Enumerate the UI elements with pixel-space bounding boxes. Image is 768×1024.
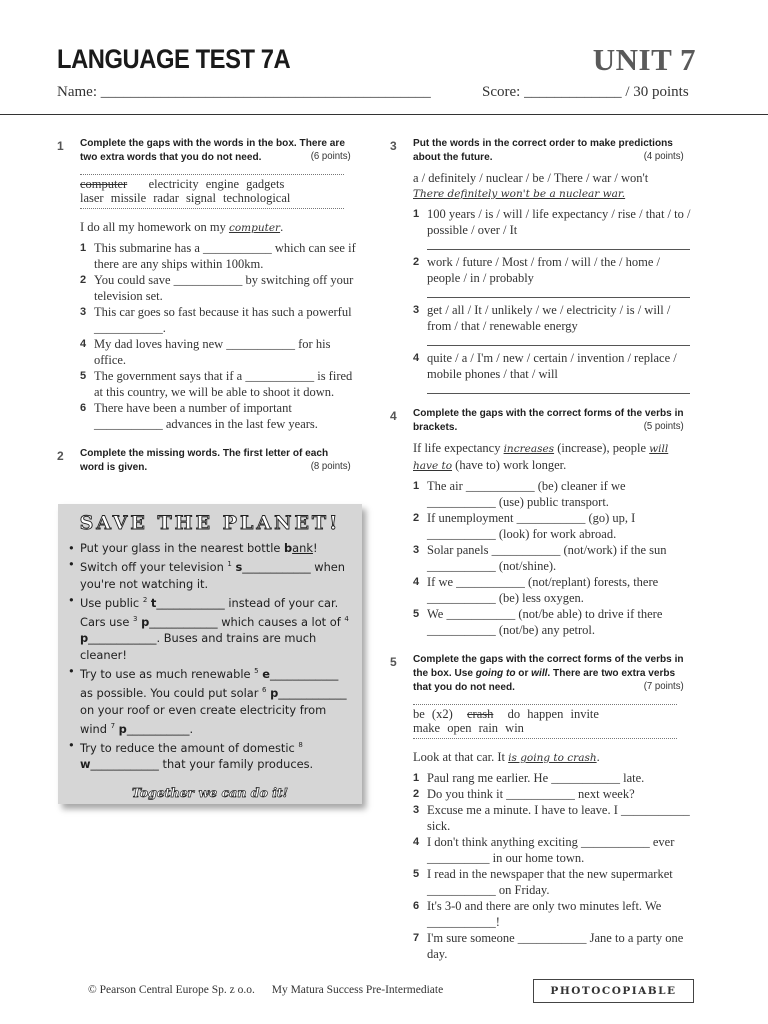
list-item: 5 I read in the newspaper that the new supermarket ___________ on Friday.	[413, 867, 673, 897]
photocopiable-badge: PHOTOCOPIABLE	[533, 979, 694, 1003]
answer-line	[427, 286, 690, 298]
example-sentence: I do all my homework on my computer.	[80, 220, 284, 234]
name-field: Name: ____________________________________________	[57, 84, 431, 100]
exercise-instruction: Complete the gaps with the correct forms of the verbs in brackets. (5 points)	[413, 407, 684, 433]
exercise-number: 3	[390, 139, 397, 153]
exercise-number: 1	[57, 139, 64, 153]
exercise-points: (6 points)	[310, 151, 351, 162]
list-item: 2 Do you think it ___________ next week?	[413, 787, 635, 801]
word-box: computer electricity engine gadgets laser missile radar signal technological	[80, 174, 344, 209]
bullet-item: • Try to use as much renewable $^5$ e____________ as possible. You could put solar $^6$ p____________ on your roof or even create electricity from wind $^7$ p___________.	[68, 663, 352, 737]
book-title: My Matura Success Pre-Intermediate	[271, 984, 444, 996]
bullet-item: • Use public $^2$ t____________ instead of your car. Cars use $^3$ p____________ which causes a lot of $^4$ p____________. Buses and trains are much cleaner!	[68, 592, 352, 663]
example-answer: is going to crash	[508, 752, 597, 764]
unit-label: UNIT 7	[592, 42, 696, 77]
list-item: 1 This submarine has a ___________ which can see if there are any ships within 100km.	[80, 241, 356, 271]
bullet-item: • Try to reduce the amount of domestic $^8$ w____________ that your family produces.	[68, 737, 352, 773]
exercise-points: (7 points)	[643, 681, 684, 692]
example-sentence: Look at that car. It is going to crash.	[413, 750, 600, 764]
list-item: 2 work / future / Most / from / will / the / home / people / in / probably	[413, 254, 695, 298]
list-item: 3 This car goes so fast because it has such a powerful ___________.	[80, 305, 352, 335]
bullet-item: • Switch off your television $^1$ s____________ when you're not watching it.	[68, 556, 352, 592]
list-item: 4 quite / a / I'm / new / certain / invention / replace / mobile phones / that / will	[413, 350, 695, 394]
exercise-instruction: Put the words in the correct order to make predictions about the future. (4 points)	[413, 137, 684, 163]
list-item: 4 My dad loves having new ___________ for his office.	[80, 337, 331, 367]
save-the-planet-panel	[58, 504, 362, 804]
panel-footer: Together we can do it!	[131, 784, 289, 800]
page-footer	[88, 984, 457, 996]
list-item: 2 If unemployment ___________ (go) up, I ___________ (look) for work abroad.	[413, 511, 636, 541]
item-list	[413, 478, 695, 638]
list-item: 2 You could save ___________ by switching off your television set.	[80, 273, 354, 303]
exercise-instruction: Complete the missing words. The first letter of each word is given. (8 points)	[80, 447, 351, 473]
left-column	[57, 136, 362, 486]
item-list	[80, 240, 362, 432]
panel-title: SAVE THE PLANET!	[79, 512, 341, 534]
exercise-5	[390, 652, 695, 962]
list-item: 1 Paul rang me earlier. He ___________ late.	[413, 771, 645, 785]
exercise-3	[390, 136, 695, 394]
exercise-number: 5	[390, 655, 397, 669]
test-title: LANGUAGE TEST 7A	[57, 44, 291, 74]
example-answer: computer	[228, 222, 281, 234]
list-item: 6 It's 3-0 and there are only two minutes left. We ___________!	[413, 899, 662, 929]
list-item: 6 There have been a number of important ___________ advances in the last few years.	[80, 401, 318, 431]
answer-line	[427, 238, 690, 250]
list-item: 5 The government says that if a ___________ is fired at this country, we will be able to shoot it down.	[80, 369, 353, 399]
list-item: 7 I'm sure someone ___________ Jane to a party one day.	[413, 931, 684, 961]
list-item: 3 Excuse me a minute. I have to leave. I ___________ sick.	[413, 803, 690, 833]
answer-line	[427, 382, 690, 394]
example-sentence: If life expectancy increases (increase), people will have to (have to) work longer.	[413, 441, 669, 472]
exercise-points: (5 points)	[643, 421, 684, 432]
example-answer: There definitely won't be a nuclear war.	[413, 188, 626, 200]
list-item: 3 Solar panels ___________ (not/work) if the sun ___________ (not/shine).	[413, 543, 667, 573]
header-divider	[0, 114, 768, 115]
exercise-points: (4 points)	[643, 151, 684, 162]
exercise-2	[57, 446, 362, 474]
list-item: 1 The air ___________ (be) cleaner if we ___________ (use) public transport.	[413, 479, 626, 509]
crossed-word: crash	[467, 707, 494, 721]
score-field: Score: _____________ / 30 points	[482, 84, 689, 100]
exercise-points: (8 points)	[310, 461, 351, 472]
word-box: be (x2) crash do happen invite make open rain win	[413, 704, 677, 739]
answer-line	[427, 334, 690, 346]
exercise-instruction: Complete the gaps with the words in the box. There are two extra words that you do not need. (6 points)	[80, 137, 351, 163]
exercise-number: 2	[57, 449, 64, 463]
list-item: 4 If we ___________ (not/replant) forests, there ___________ (be) less oxygen.	[413, 575, 659, 605]
example-prompt: a / definitely / nuclear / be / There / war / won't	[413, 171, 649, 185]
exercise-number: 4	[390, 409, 397, 423]
exercise-1	[57, 136, 362, 432]
right-column	[390, 136, 695, 974]
list-item: 1 100 years / is / will / life expectancy / rise / that / to / possible / over / It	[413, 206, 695, 250]
exercise-instruction: Complete the gaps with the correct forms of the verbs in the box. Use going to or will. There are two extra verbs that you do not need. (7 points)	[413, 653, 684, 693]
item-list	[413, 206, 695, 394]
exercise-4	[390, 406, 695, 638]
copyright-text: © Pearson Central Europe Sp. z o.o.	[88, 984, 255, 996]
item-list	[413, 770, 695, 962]
bullet-item: • Put your glass in the nearest bottle bank!	[68, 540, 352, 556]
list-item: 3 get / all / It / unlikely / we / electricity / is / will / from / that / renewable energy	[413, 302, 695, 346]
crossed-word: computer	[80, 177, 128, 191]
list-item: 5 We ___________ (not/be able) to drive if there ___________ (not/be) any petrol.	[413, 607, 663, 637]
list-item: 4 I don't think anything exciting ___________ ever __________ in our home town.	[413, 835, 675, 865]
